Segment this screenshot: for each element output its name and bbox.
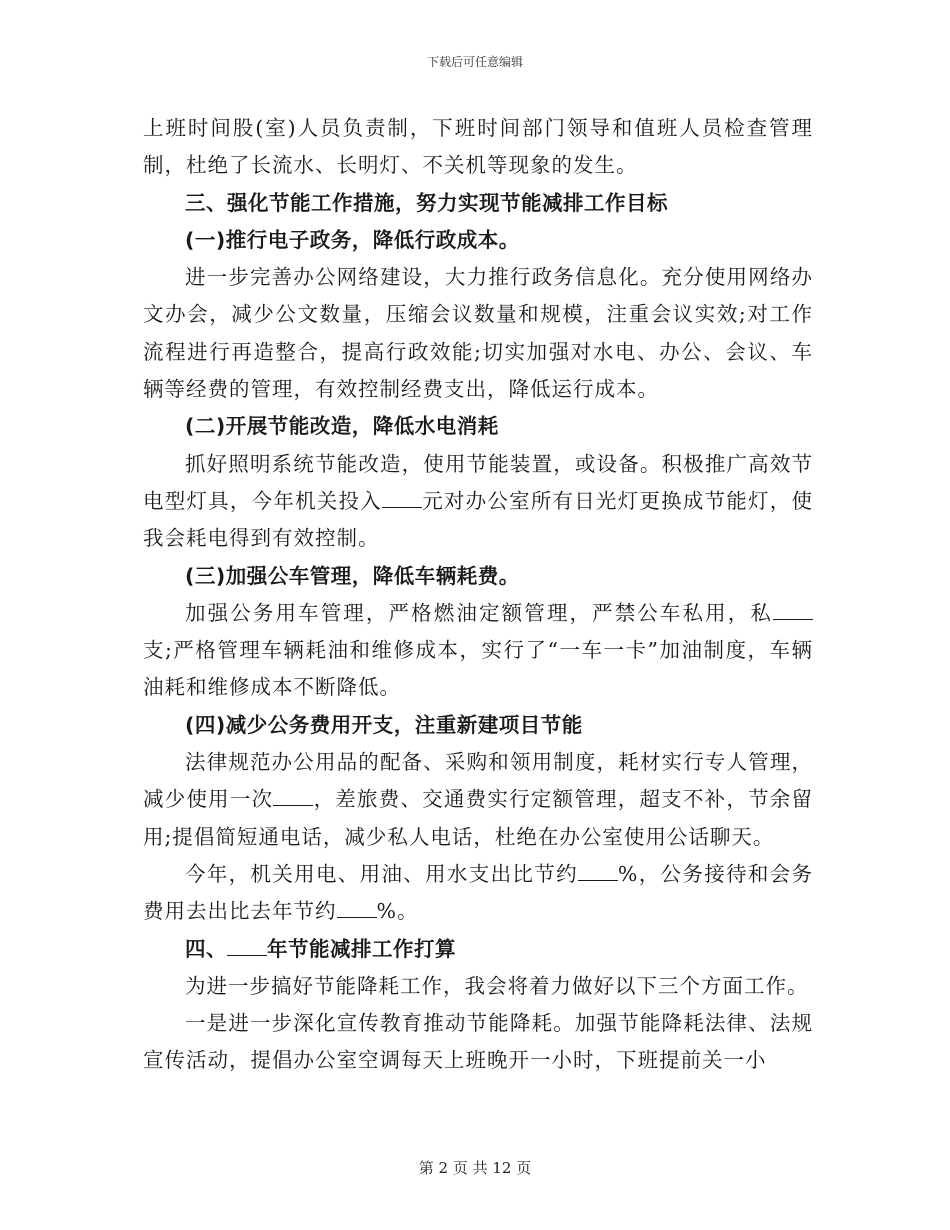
fill-blank — [337, 899, 377, 918]
section-heading-3: 三、强化节能工作措施，努力实现节能减排工作目标 — [185, 190, 668, 215]
subheading-2: (二)开展节能改造，降低水电消耗 — [185, 414, 499, 439]
fill-blank — [382, 489, 422, 508]
text-segment: 支;严格管理车辆耗油和维修成本，实行了“一车一卡”加油制度，车辆油耗和维修成本不断降低。 — [143, 638, 813, 700]
text-segment: 年节能减排工作打算 — [267, 936, 456, 961]
fill-blank — [773, 601, 813, 620]
text-segment: %，公务接待和会务费用去出比去年节约 — [143, 861, 814, 924]
paragraph-continuation: 上班时间股(室)人员负责制，下班时间部门领导和值班人员检查管理制，杜绝了长流水、长明灯、不关机等现象的发生。 — [143, 116, 813, 178]
text-segment: ，差旅费、交通费实行定额管理，超支不补，节余留用;提倡简短通电话，减少私人电话，杜绝在办公室使用公话聊天。 — [143, 787, 814, 849]
document-body — [143, 110, 813, 1080]
paragraph-savings — [143, 856, 813, 931]
text-segment: 法律规范办公用品的配备、采购和领用制度，耗材实行专人管理，减少使用一次 — [143, 750, 813, 812]
text-segment: 今年，机关用电、用油、用水支出比节约 — [185, 861, 578, 886]
text-segment: %。 — [376, 899, 419, 924]
section-heading-4 — [143, 931, 813, 968]
text-segment: 加强公务用车管理，严格燃油定额管理，严禁公车私用，私 — [185, 600, 773, 625]
fill-blank — [273, 787, 313, 806]
paragraph-plan-intro: 为进一步搞好节能降耗工作，我会将着力做好以下三个方面工作。 — [185, 973, 809, 998]
text-segment: 四、 — [185, 936, 227, 961]
fill-blank — [578, 862, 618, 881]
subheading-3: (三)加强公车管理，降低车辆耗费。 — [185, 563, 520, 588]
subheading-4: (四)减少公务费用开支，注重新建项目节能 — [185, 712, 583, 737]
text-segment: 元对办公室所有日光灯更换成节能灯，使我会耗电得到有效控制。 — [143, 488, 814, 551]
paragraph-e-government: 进一步完善办公网络建设，大力推行政务信息化。充分使用网络办文办会，减少公文数量，压缩会议数量和规模，注重会议实效;对工作流程进行再造整合，提高行政效能;切实加强对水电、办公、会议、车辆等经费的管理，有效控制经费支出，降低运行成本。 — [143, 265, 813, 402]
page-footer: 第 2 页 共 12 页 — [418, 1159, 532, 1177]
paragraph-vehicles — [143, 595, 813, 707]
text-segment: 抓好照明系统节能改造，使用节能装置，或设备。积极推广高效节电型灯具，今年机关投入 — [143, 451, 813, 513]
subheading-1: (一)推行电子政务，降低行政成本。 — [185, 227, 520, 252]
fill-blank — [227, 937, 267, 956]
header-note: 下载后可任意编辑 — [426, 55, 523, 69]
paragraph-lighting — [143, 446, 813, 558]
paragraph-office-supplies — [143, 744, 813, 856]
paragraph-plan-1: 一是进一步深化宣传教育推动节能降耗。加强节能降耗法律、法规宣传活动，提倡办公室空调每天上班晚开一小时，下班提前关一小 — [143, 1011, 813, 1073]
